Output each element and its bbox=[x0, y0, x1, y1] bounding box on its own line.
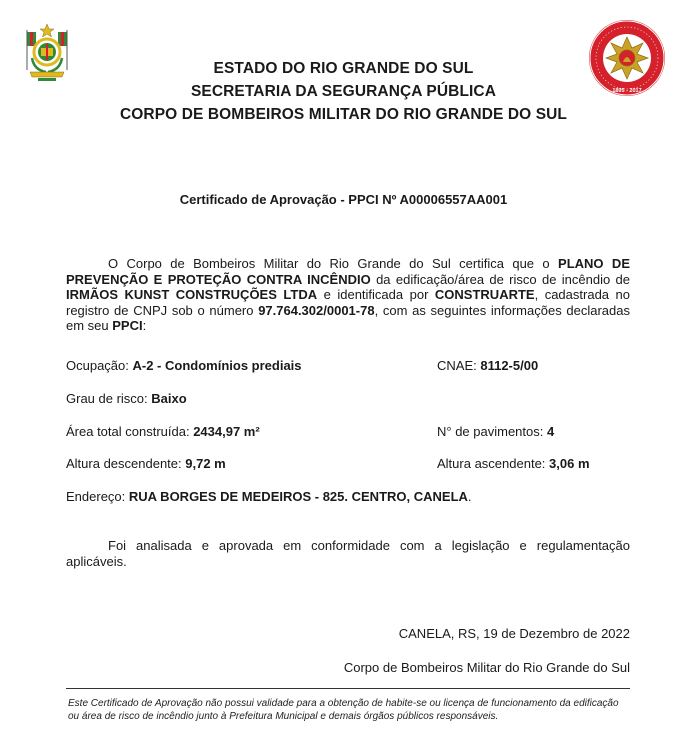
occupation-label: Ocupação: bbox=[66, 358, 129, 373]
disclaimer: Este Certificado de Aprovação não possui validade para a obtenção de habite-se ou licença de funcionamento da edificação ou área de risco de incêndio junto à Prefeitura Municipal e demais órgãos públicos responsáveis. bbox=[68, 698, 619, 722]
ppci-label: PPCI bbox=[112, 318, 143, 333]
descending-height-label: Altura descendente: bbox=[66, 456, 182, 471]
occupation-field bbox=[66, 358, 302, 373]
floors-label: N° de pavimentos: bbox=[437, 424, 544, 439]
cnae-label: CNAE: bbox=[437, 358, 477, 373]
badge-years: 1895 - 2017 bbox=[612, 88, 642, 94]
floors-field bbox=[437, 424, 554, 439]
address-end: . bbox=[467, 489, 472, 504]
paragraph-text-6: : bbox=[142, 318, 147, 333]
header-secretariat: SECRETARIA DA SEGURANÇA PÚBLICA bbox=[190, 83, 497, 100]
header-fire-department: CORPO DE BOMBEIROS MILITAR DO RIO GRANDE DO SUL bbox=[119, 106, 568, 123]
owner-name: IRMÃOS KUNST CONSTRUÇÕES LTDA bbox=[66, 287, 318, 302]
issuer: Corpo de Bombeiros Militar do Rio Grande do Sul bbox=[343, 660, 630, 675]
certification-paragraph bbox=[66, 256, 630, 334]
area-value: 2434,97 m² bbox=[193, 424, 260, 439]
descending-height-value: 9,72 m bbox=[185, 456, 226, 471]
address-value: RUA BORGES DE MEDEIROS - 825. CENTRO, CANELA bbox=[128, 489, 468, 504]
approval-statement bbox=[66, 538, 630, 569]
divider bbox=[66, 688, 630, 689]
descending-height-field bbox=[66, 456, 226, 471]
area-field bbox=[66, 424, 260, 439]
cnae-value: 8112-5/00 bbox=[480, 358, 539, 373]
plan-name: PLANO DE PREVENÇÃO E PROTEÇÃO CONTRA INCÊNDIO bbox=[66, 256, 630, 287]
cnae-field bbox=[437, 358, 538, 373]
paragraph-text-5: , com as seguintes informações declaradas em seu bbox=[66, 302, 630, 333]
paragraph-text-2: da edificação/área de risco de incêndio de bbox=[376, 271, 630, 287]
ascending-height-value: 3,06 m bbox=[549, 456, 590, 471]
area-label: Área total construída: bbox=[66, 424, 190, 439]
risk-value: Baixo bbox=[151, 391, 187, 406]
place-and-date: CANELA, RS, 19 de Dezembro de 2022 bbox=[398, 626, 630, 641]
address-label: Endereço: bbox=[66, 489, 126, 504]
certificate-title: Certificado de Aprovação - PPCI Nº A00006557AA001 bbox=[179, 192, 508, 207]
occupation-value: A-2 - Condomínios prediais bbox=[132, 358, 302, 373]
paragraph-text-4: , cadastrada no registro de CNPJ sob o número bbox=[66, 287, 630, 318]
header-state: ESTADO DO RIO GRANDE DO SUL bbox=[213, 60, 474, 77]
paragraph-text-3: e identificada por bbox=[323, 287, 429, 302]
paragraph-text-1: O Corpo de Bombeiros Militar do Rio Grande do Sul certifica que o bbox=[108, 256, 550, 271]
risk-field bbox=[66, 391, 187, 406]
ascending-height-label: Altura ascendente: bbox=[437, 456, 546, 471]
approval-text: Foi analisada e aprovada em conformidade com a legislação e regulamentação aplicáveis. bbox=[66, 538, 630, 569]
identified-by: CONSTRUARTE bbox=[434, 287, 535, 302]
ascending-height-field bbox=[437, 456, 590, 471]
address-field bbox=[66, 489, 472, 504]
cnpj-number: 97.764.302/0001-78 bbox=[258, 302, 375, 318]
risk-label: Grau de risco: bbox=[66, 391, 148, 406]
floors-value: 4 bbox=[547, 424, 555, 439]
